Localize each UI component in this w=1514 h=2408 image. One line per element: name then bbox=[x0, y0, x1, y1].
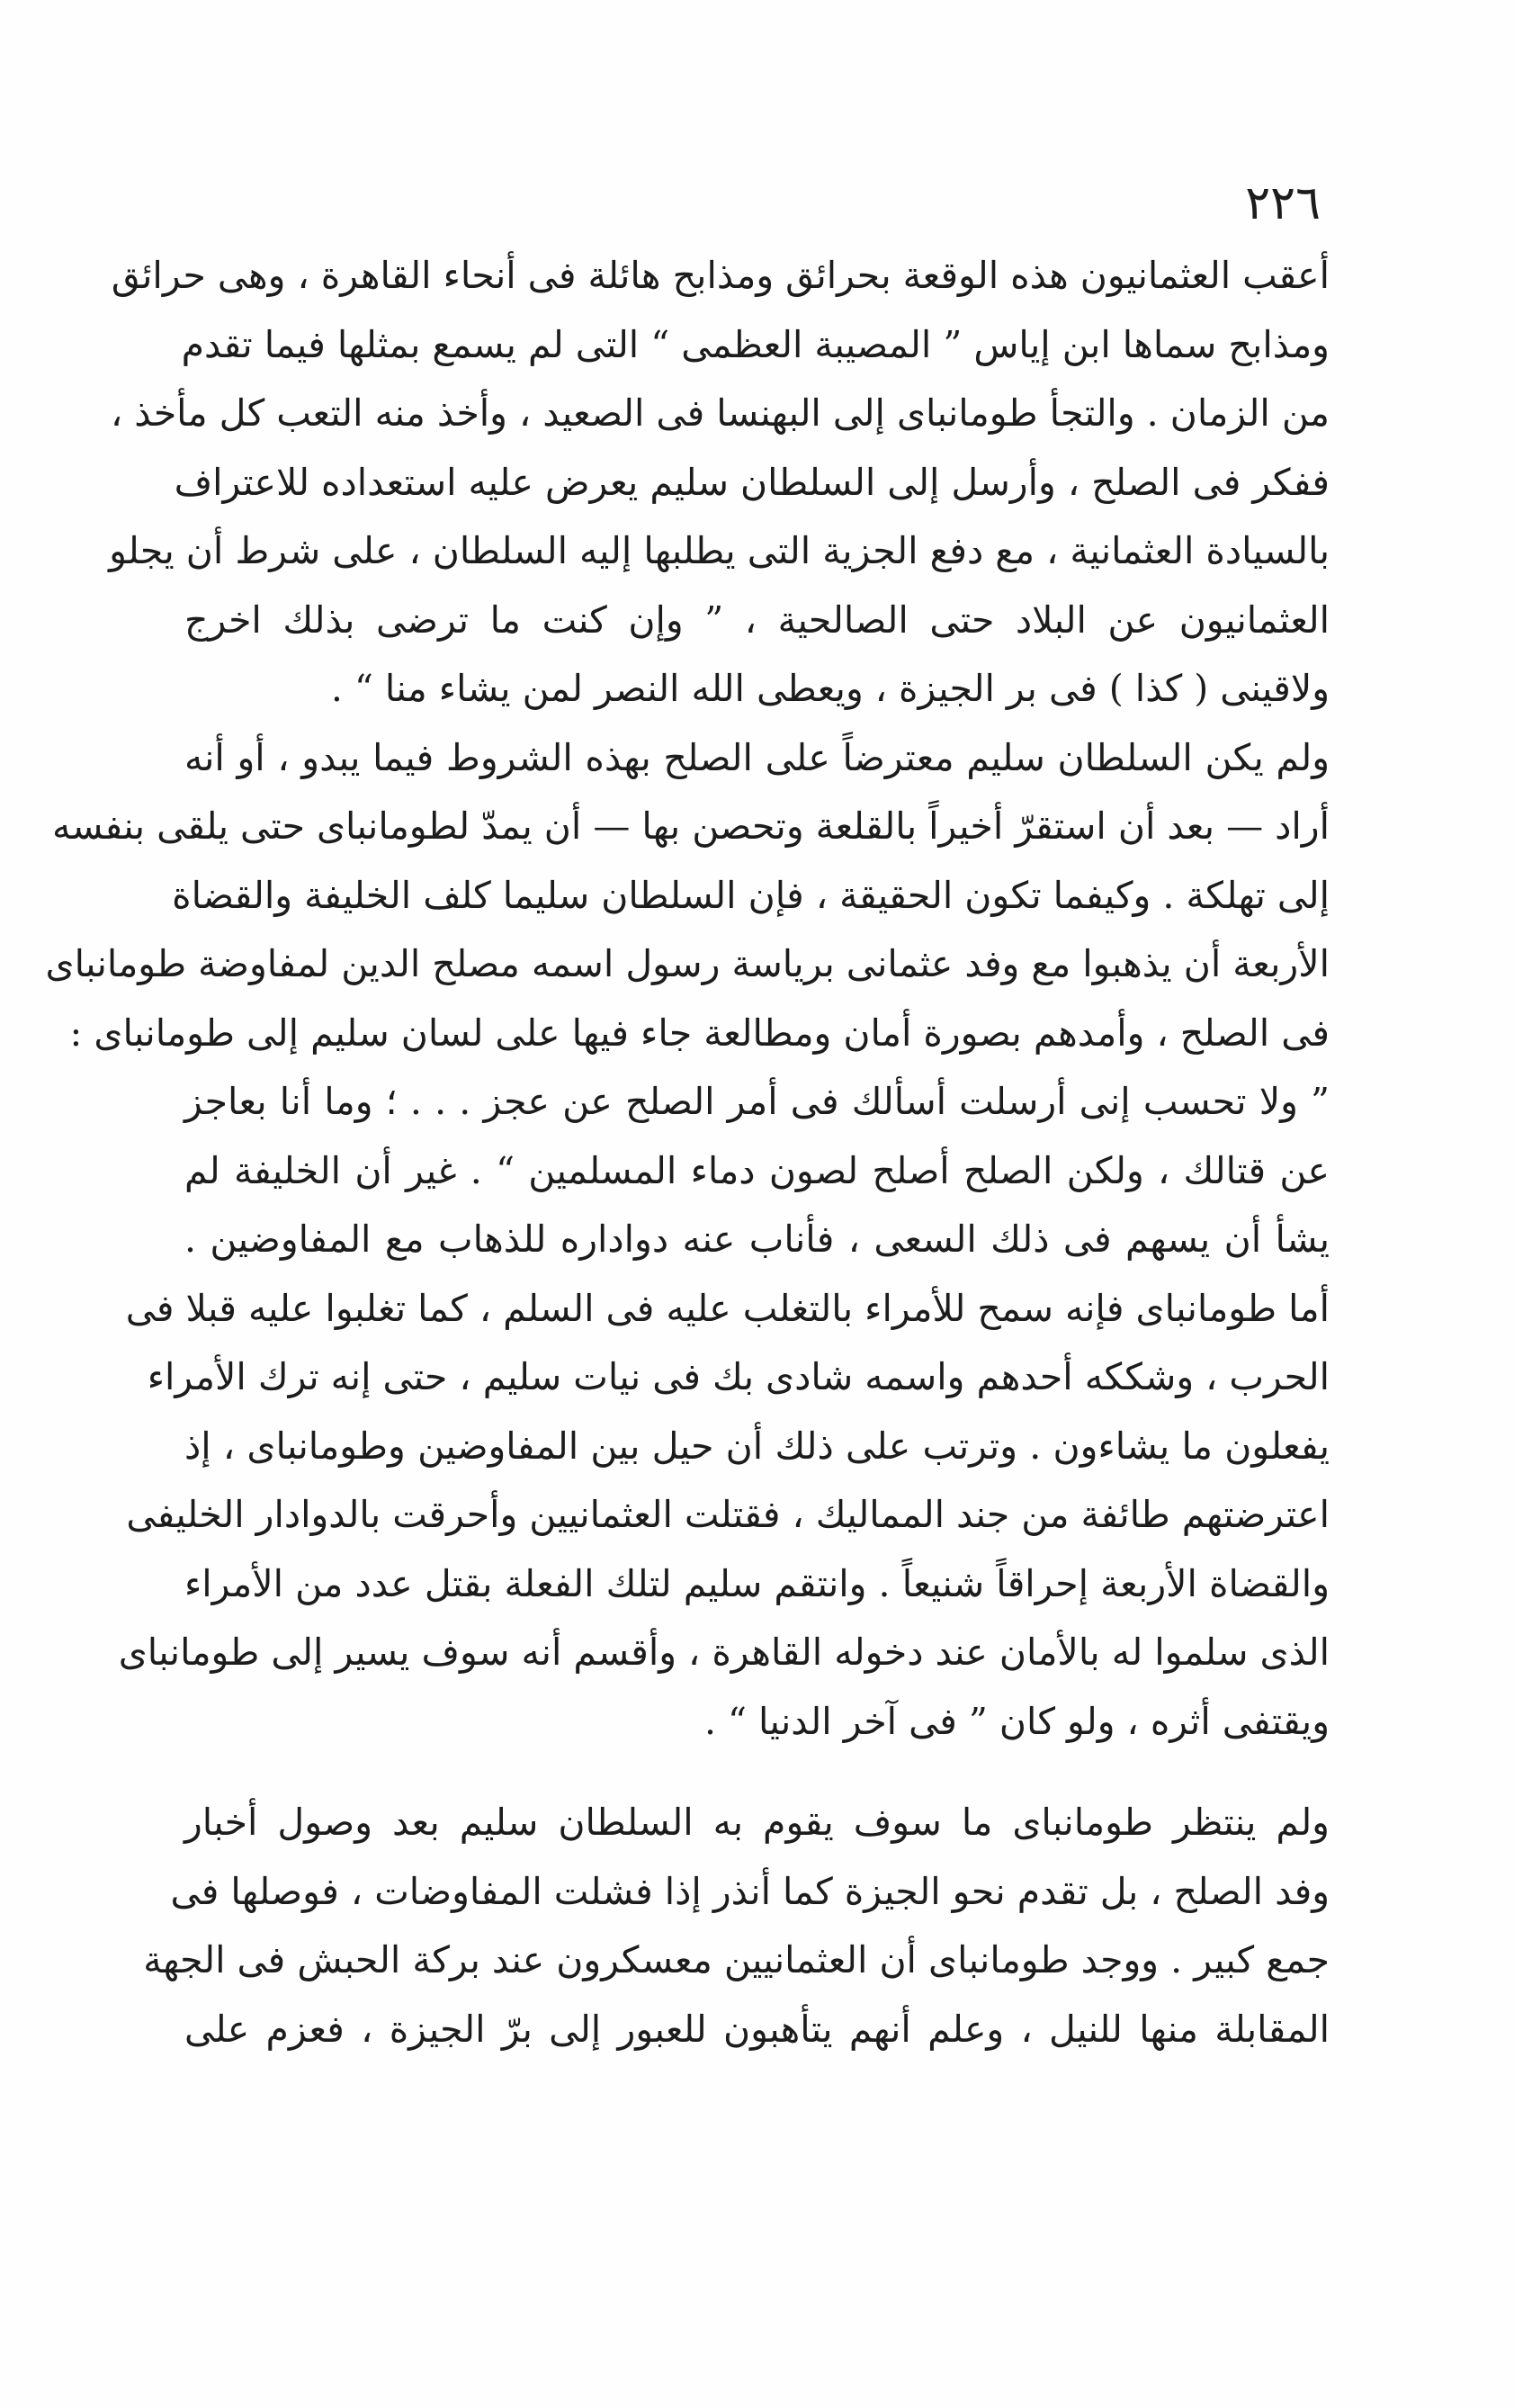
text-line: ولاقينى ( كذا ) فى بر الجيزة ، ويعطى الله النصر لمن يشاء منا “ . bbox=[330, 667, 1330, 710]
text-line: والقضاة الأربعة إحراقاً شنيعاً . وانتقم سليم لتلك الفعلة بقتل عدد من الأمراء bbox=[184, 1561, 1330, 1605]
paragraph-2 bbox=[45, 723, 1330, 1757]
text-line: ويقتفى أثره ، ولو كان ” فى آخر الدنيا “ . bbox=[703, 1699, 1330, 1743]
text-line: أراد — بعد أن استقرّ أخيراً بالقلعة وتحصن بها — أن يمدّ لطومانباى حتى يلقى بنفسه bbox=[52, 804, 1330, 848]
text-line: الحرب ، وشككه أحدهم واسمه شادى بك فى نيات سليم ، حتى إنه ترك الأمراء bbox=[147, 1355, 1330, 1398]
text-line: ولم ينتظر طومانباى ما سوف يقوم به السلطان سليم بعد وصول أخبار bbox=[184, 1801, 1330, 1844]
text-line: الأربعة أن يذهبوا مع وفد عثمانى برياسة رسول اسمه مصلح الدين لمفاوضة طومانباى bbox=[45, 942, 1330, 985]
text-line: اعترضتهم طائفة من جند المماليك ، فقتلت العثمانيين وأحرقت بالدوادار الخليفى bbox=[126, 1493, 1330, 1536]
text-line: أعقب العثمانيون هذه الوقعة بحرائق ومذابح هائلة فى أنحاء القاهرة ، وهى حرائق bbox=[111, 254, 1330, 297]
text-line: إلى تهلكة . وكيفما تكون الحقيقة ، فإن السلطان سليما كلف الخليفة والقضاة bbox=[172, 873, 1330, 917]
text-line: وفد الصلح ، بل تقدم نحو الجيزة كما أنذر إذا فشلت المفاوضات ، فوصلها فى bbox=[170, 1869, 1330, 1913]
text-line: من الزمان . والتجأ طومانباى إلى البهنسا فى الصعيد ، وأخذ منه التعب كل مأخذ ، bbox=[111, 391, 1330, 435]
text-line: أما طومانباى فإنه سمح للأمراء بالتغلب عليه فى السلم ، كما تغلبوا عليه قبلا فى bbox=[125, 1286, 1330, 1330]
text-line: فى الصلح ، وأمدهم بصورة أمان ومطالعة جاء فيها على لسان سليم إلى طومانباى : bbox=[69, 1011, 1330, 1055]
text-line: ” ولا تحسب إنى أرسلت أسألك فى أمر الصلح عن عجز . . . ؛ وما أنا بعاجز bbox=[184, 1080, 1330, 1123]
text-line: عن قتالك ، ولكن الصلح أصلح لصون دماء المسلمين “ . غير أن الخليفة لم bbox=[184, 1148, 1330, 1192]
paragraph-gap bbox=[184, 1756, 1330, 1788]
text-line: ولم يكن السلطان سليم معترضاً على الصلح بهذه الشروط فيما يبدو ، أو أنه bbox=[184, 735, 1330, 779]
text-line: يشأ أن يسهم فى ذلك السعى ، فأناب عنه دواداره للذهاب مع المفاوضين . bbox=[184, 1217, 1330, 1261]
text-line: ومذابح سماها ابن إياس ” المصيبة العظمى “ التى لم يسمع بمثلها فيما تقدم bbox=[181, 322, 1330, 366]
text-line: العثمانيون عن البلاد حتى الصالحية ، ” وإن كنت ما ترضى بذلك اخرج bbox=[184, 598, 1330, 642]
text-line: بالسيادة العثمانية ، مع دفع الجزية التى يطلبها إليه السلطان ، على شرط أن يجلو bbox=[109, 529, 1330, 572]
paragraph-1 bbox=[109, 241, 1330, 723]
text-line: يفعلون ما يشاءون . وترتب على ذلك أن حيل بين المفاوضين وطومانباى ، إذ bbox=[184, 1424, 1330, 1468]
text-line: الذى سلموا له بالأمان عند دخوله القاهرة ، وأقسم أنه سوف يسير إلى طومانباى bbox=[118, 1631, 1330, 1674]
page-number: ٢٢٦ bbox=[1245, 176, 1321, 230]
text-line: ففكر فى الصلح ، وأرسل إلى السلطان سليم يعرض عليه استعداده للاعتراف bbox=[174, 460, 1330, 504]
body-text bbox=[45, 241, 1330, 2063]
text-line: المقابلة منها للنيل ، وعلم أنهم يتأهبون للعبور إلى برّ الجيزة ، فعزم على bbox=[184, 2007, 1330, 2051]
paragraph-3 bbox=[143, 1788, 1330, 2063]
text-line: جمع كبير . ووجد طومانباى أن العثمانيين معسكرون عند بركة الحبش فى الجهة bbox=[143, 1938, 1330, 1981]
